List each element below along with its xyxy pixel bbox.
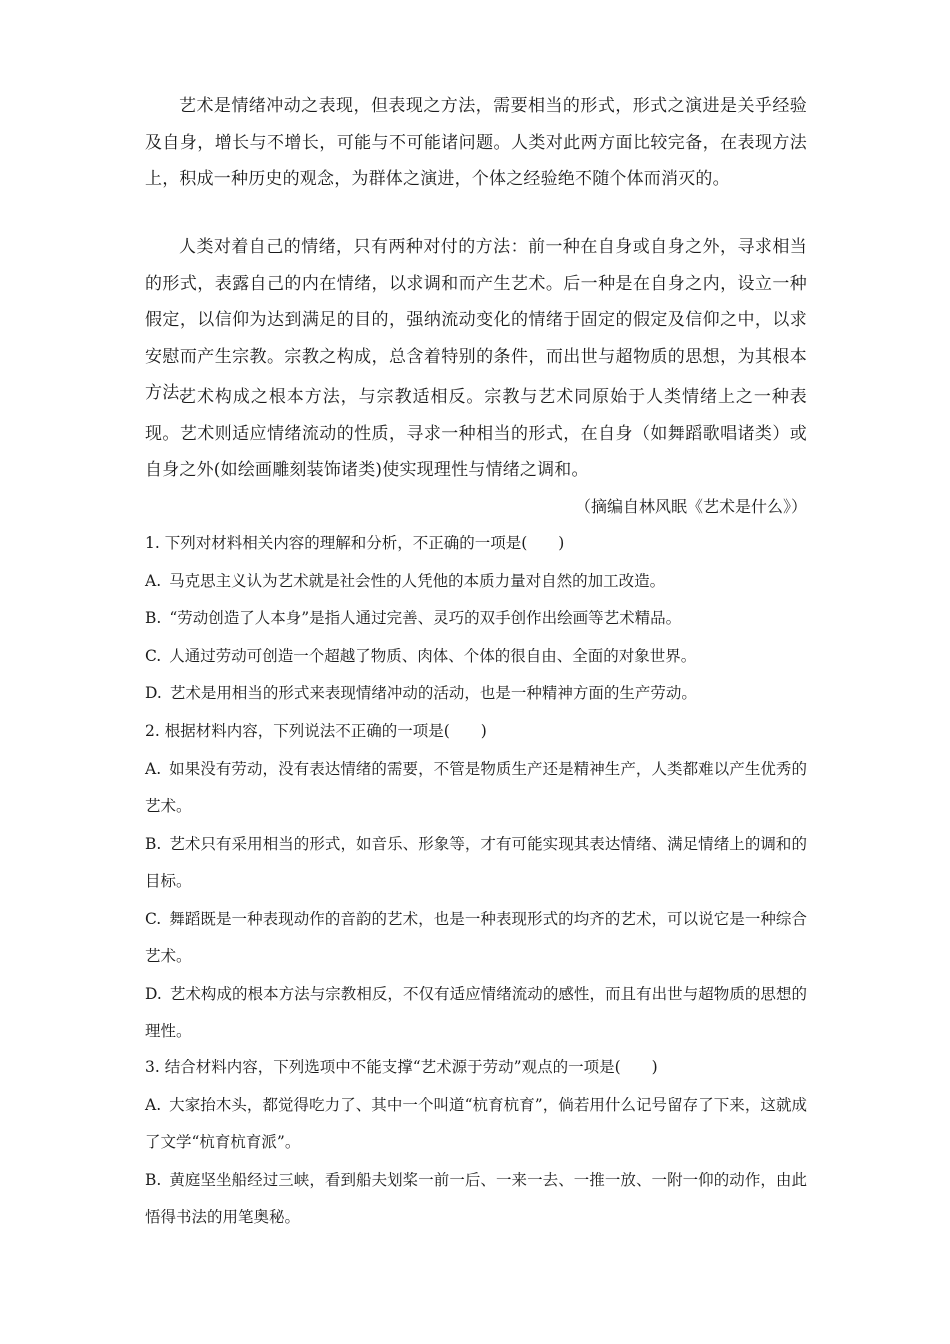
- option-text: 舞蹈既是一种表现动作的音韵的艺术，也是一种表现形式的均齐的艺术，可以说它是一种综合艺术。: [145, 909, 807, 965]
- option-text: 艺术是用相当的形式来表现情绪冲动的活动，也是一种精神方面的生产劳动。: [169, 684, 697, 702]
- option-text: 人通过劳动可创造一个超越了物质、肉体、个体的很自由、全面的对象世界。: [169, 646, 697, 665]
- passage-source: （摘编自林风眠《艺术是什么》）: [574, 497, 807, 516]
- question-stem: 1. 下列对材料相关内容的理解和分析，不正确的一项是( ): [145, 534, 565, 552]
- option-label: C.: [145, 909, 162, 928]
- option-text: 马克思主义认为艺术就是社会性的人凭他的本质力量对自然的加工改造。: [169, 571, 666, 590]
- option-text: 艺术只有采用相当的形式，如音乐、形象等，才有可能实现其表达情绪、满足情绪上的调和的目标。: [145, 834, 807, 890]
- option-label: D.: [145, 684, 162, 702]
- passage-paragraph-3: 艺术构成之根本方法，与宗教适相反。宗教与艺术同原始于人类情绪上之一种表现。艺术则适应情绪流动的性质，寻求一种相当的形式，在自身（如舞蹈歌唱诸类）或自身之外(如绘画雕刻装饰诸类)使实现理性与情绪之调和。: [145, 387, 807, 480]
- option-c: [145, 638, 807, 676]
- option-text: “劳动创造了人本身”是指人通过完善、灵巧的双手创作出绘画等艺术精品。: [169, 609, 682, 627]
- question-1: [145, 525, 807, 713]
- option-a: [145, 563, 807, 601]
- option-a: [145, 1087, 807, 1162]
- option-b: [145, 1162, 807, 1237]
- option-label: A.: [145, 571, 162, 590]
- option-b: [145, 826, 807, 901]
- option-label: C.: [145, 646, 162, 665]
- question-stem: 2. 根据材料内容，下列说法不正确的一项是( ): [145, 722, 487, 740]
- option-text: 大家抬木头，都觉得吃力了、其中一个叫道“杭育杭育”，倘若用什么记号留存了下来，这就成了文学“杭育杭育派”。: [145, 1095, 807, 1151]
- option-text: 艺术构成的根本方法与宗教相反，不仅有适应情绪流动的感性，而且有出世与超物质的思想的理性。: [145, 984, 807, 1040]
- option-d: [145, 675, 807, 713]
- option-c: [145, 901, 807, 976]
- question-2: [145, 713, 807, 1051]
- passage-paragraph-1: 艺术是情绪冲动之表现，但表现之方法，需要相当的形式，形式之演进是关乎经验及自身，增长与不增长，可能与不可能诸问题。人类对此两方面比较完备，在表现方法上，积成一种历史的观念，为群体之演进，个体之经验绝不随个体而消灭的。: [145, 96, 807, 189]
- option-label: B.: [145, 1170, 162, 1189]
- option-text: 如果没有劳动，没有表达情绪的需要，不管是物质生产还是精神生产，人类都难以产生优秀的艺术。: [145, 759, 807, 815]
- option-label: A.: [145, 759, 162, 778]
- option-label: D.: [145, 984, 162, 1003]
- option-d: [145, 976, 807, 1051]
- option-text: 黄庭坚坐船经过三峡，看到船夫划桨一前一后、一来一去、一推一放、一附一仰的动作，由此悟得书法的用笔奥秘。: [145, 1170, 807, 1226]
- option-b: [145, 600, 807, 638]
- question-stem: 3. 结合材料内容，下列选项中不能支撑“艺术源于劳动”观点的一项是( ): [145, 1058, 658, 1076]
- option-label: A.: [145, 1095, 162, 1114]
- option-a: [145, 751, 807, 826]
- option-label: B.: [145, 834, 162, 853]
- passage-paragraph-2: 人类对着自己的情绪，只有两种对付的方法：前一种在自身或自身之外，寻求相当的形式，表露自己的内在情绪，以求调和而产生艺术。后一种是在自身之内，设立一种假定，以信仰为达到满足的目的，强纳流动变化的情绪于固定的假定及信仰之中，以求安慰而产生宗教。宗教之构成，总含着特别的条件，而出世与超物质的思想，为其根本方法。: [145, 237, 807, 403]
- question-3: [145, 1049, 807, 1237]
- option-label: B.: [145, 609, 162, 627]
